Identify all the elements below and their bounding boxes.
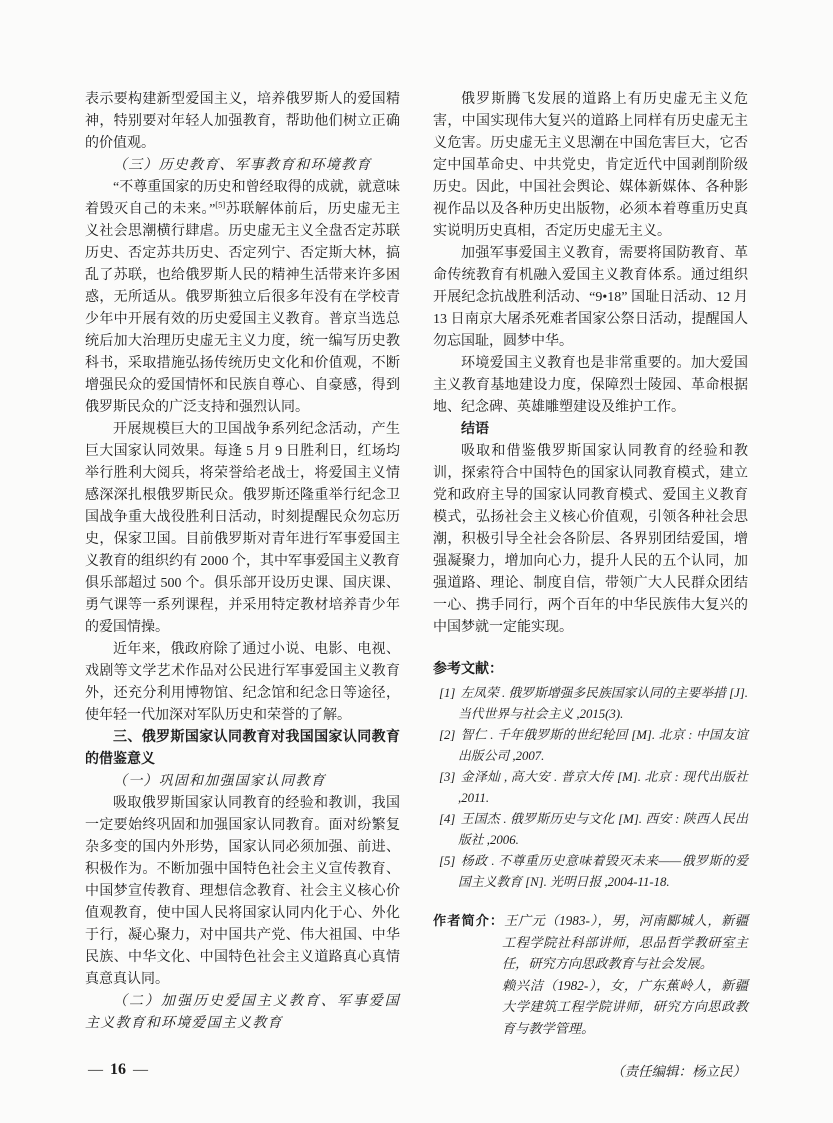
reference-item (433, 767, 748, 809)
section-heading: 三、俄罗斯国家认同教育对我国国家认同教育的借鉴意义 (85, 730, 400, 767)
subsection-heading: （一）巩固和加强国家认同教育 (113, 774, 326, 789)
paragraph (433, 353, 748, 419)
reference-item (433, 851, 748, 893)
text-run: 环境爱国主义教育也是非常重要的。加大爱国主义教育基地建设力度，保障烈士陵园、革命根据地、纪念碑、英雄雕塑建设及维护工作。 (433, 356, 748, 415)
reference-label: [3] (439, 770, 456, 784)
paragraph (85, 793, 400, 991)
right-column (433, 89, 748, 1080)
author-bio-entry (433, 910, 748, 975)
text-run: 俄罗斯腾飞发展的道路上有历史虚无主义危害，中国实现伟大复兴的道路上同样有历史虚无主义危害。历史虚无主义思潮在中国危害巨大，它否定中国革命史、中共党史，肯定近代中国剥削阶级历史。因此，中国社会舆论、媒体新媒体、各种影视作品以及各种历史出版物，必须本着尊重历史真实说明历史真相，否定历史虚无主义。 (433, 92, 748, 239)
paragraph (433, 243, 748, 353)
page-number: 16 (110, 1061, 126, 1078)
author-bio-text: 赖兴洁（1982-），女，广东蕉岭人，新疆大学建筑工程学院讲师，研究方向思政教育与教学管理。 (502, 977, 748, 1036)
reference-item (433, 725, 748, 767)
reference-label: [1] (439, 686, 456, 700)
editor-note (433, 1060, 748, 1080)
text-run: 加强军事爱国主义教育，需要将国防教育、革命传统教育有机融入爱国主义教育体系。通过组织开展纪念抗战胜利活动、“9•18” 国耻日活动、12 月 13 日南京大屠杀死难者国家公祭日活动，提醒国人勿忘国耻，圆梦中华。 (433, 246, 748, 349)
text-run: 近年来，俄政府除了通过小说、电影、电视、戏剧等文学艺术作品对公民进行军事爱国主义教育外，还充分利用博物馆、纪念馆和纪念日等途径，使年轻一代加深对军队历史和荣誉的了解。 (85, 642, 400, 723)
reference-text: 金泽灿 , 高大安 . 普京大传 [M]. 北京 : 现代出版社 ,2011. (458, 770, 748, 805)
footer-dash-left: — (88, 1061, 103, 1078)
references-heading: 参考文献： (433, 662, 503, 677)
text-run: 开展规模巨大的卫国战争系列纪念活动，产生巨大国家认同效果。每逢 5 月 9 日胜利日，红场均举行胜利大阅兵，将荣誉给老战士，将爱国主义情感深深扎根俄罗斯民众。俄罗斯还隆重举行纪念卫国战争重大战役胜利日活动，时刻提醒民众勿忘历史，保家卫国。目前俄罗斯对青年进行军事爱国主义教育的组织约有 2000 个，其中军事爱国主义教育俱乐部超过 500 个。俱乐部开设历史课、国庆课、勇气课等一系列课程，并采用特定教材培养青少年的爱国情操。 (85, 422, 400, 635)
text-run: 吸取俄罗斯国家认同教育的经验和教训，我国一定要始终巩固和加强国家认同教育。面对纷繁复杂多变的国内外形势，国家认同必须加强、前进、积极作为。不断加强中国特色社会主义宣传教育、中国梦宣传教育、理想信念教育、社会主义核心价值观教育，使中国人民将国家认同内化于心、外化于行，凝心聚力，对中国共产党、伟大祖国、中华民族、中华文化、中国特色社会主义道路真心真情真意真认同。 (85, 796, 400, 987)
reference-label: [5] (439, 854, 456, 868)
subsection-heading: （三）历史教育、军事教育和环境教育 (113, 158, 372, 173)
text-run: 苏联解体前后，历史虚无主义社会思潮横行肆虐。历史虚无主义全盘否定苏联历史、否定苏共历史、否定列宁、否定斯大林，搞乱了苏联，也给俄罗斯人民的精神生活带来许多困惑，无所适从。俄罗斯独立后很多年没有在学校青少年中开展有效的历史爱国主义教育。普京当选总统后加大治理历史虚无主义力度，统一编写历史教科书，采取措施弘扬传统历史文化和价值观，不断增强民众的爱国情怀和民族自尊心、自豪感，得到俄罗斯民众的广泛支持和强烈认同。 (85, 202, 400, 415)
author-bio-label: 作者简介： (433, 913, 505, 928)
editor-note-text: （责任编辑：杨立民） (611, 1063, 746, 1079)
paragraph (85, 639, 400, 727)
author-bio (433, 910, 748, 1040)
footer-dash-right: — (133, 1061, 148, 1078)
left-column (85, 89, 400, 1035)
paragraph (85, 419, 400, 639)
reference-item (433, 809, 748, 851)
text-run: 吸取和借鉴俄罗斯国家认同教育的经验和教训，探索符合中国特色的国家认同教育模式，建立党和政府主导的国家认同教育模式、爱国主义教育模式，弘扬社会主义核心价值观，引领各种社会思潮，积极引导全社会各阶层、各界别团结爱国，增强凝聚力，增加向心力，提升人民的五个认同，加强道路、理论、制度自信，带领广大人民群众团结一心、携手同行，两个百年的中华民族伟大复兴的中国梦就一定能实现。 (433, 444, 748, 635)
subsection-heading: （二）加强历史爱国主义教育、军事爱国主义教育和环境爱国主义教育 (85, 994, 400, 1031)
section-heading: 结语 (461, 422, 489, 437)
reference-text: 杨政 . 不尊重历史意味着毁灭未来——俄罗斯的爱国主义教育 [N]. 光明日报 ,2004-11-18. (458, 854, 748, 889)
paragraph (433, 89, 748, 243)
paragraph (85, 177, 400, 419)
reference-text: 王国杰 . 俄罗斯历史与文化 [M]. 西安 : 陕西人民出版社 ,2006. (458, 812, 748, 847)
reference-label: [4] (439, 812, 456, 826)
author-bio-entry (433, 975, 748, 1040)
citation-superscript: [5] (215, 199, 226, 210)
paragraph (433, 441, 748, 639)
reference-text: 左凤荣 . 俄罗斯增强多民族国家认同的主要举措 [J]. 当代世界与社会主义 ,2015(3). (458, 686, 748, 721)
author-bio-text: 王广元（1983-），男，河南郾城人，新疆工程学院社科部讲师，思品哲学教研室主任，研究方向思政教育与社会发展。 (502, 913, 748, 972)
reference-item (433, 683, 748, 725)
paragraph (85, 89, 400, 155)
text-run: 表示要构建新型爱国主义，培养俄罗斯人的爱国精神，特别要对年轻人加强教育，帮助他们树立正确的价值观。 (85, 92, 400, 151)
reference-label: [2] (439, 728, 456, 742)
reference-text: 智仁 . 千年俄罗斯的世纪轮回 [M]. 北京 : 中国友谊出版公司 ,2007. (458, 728, 748, 763)
two-column-body (85, 89, 748, 1080)
text-run: “不尊重国家的历史和曾经取得的成就，就意味着毁灭自己的未来。” (85, 180, 400, 217)
page-footer (88, 1061, 148, 1079)
